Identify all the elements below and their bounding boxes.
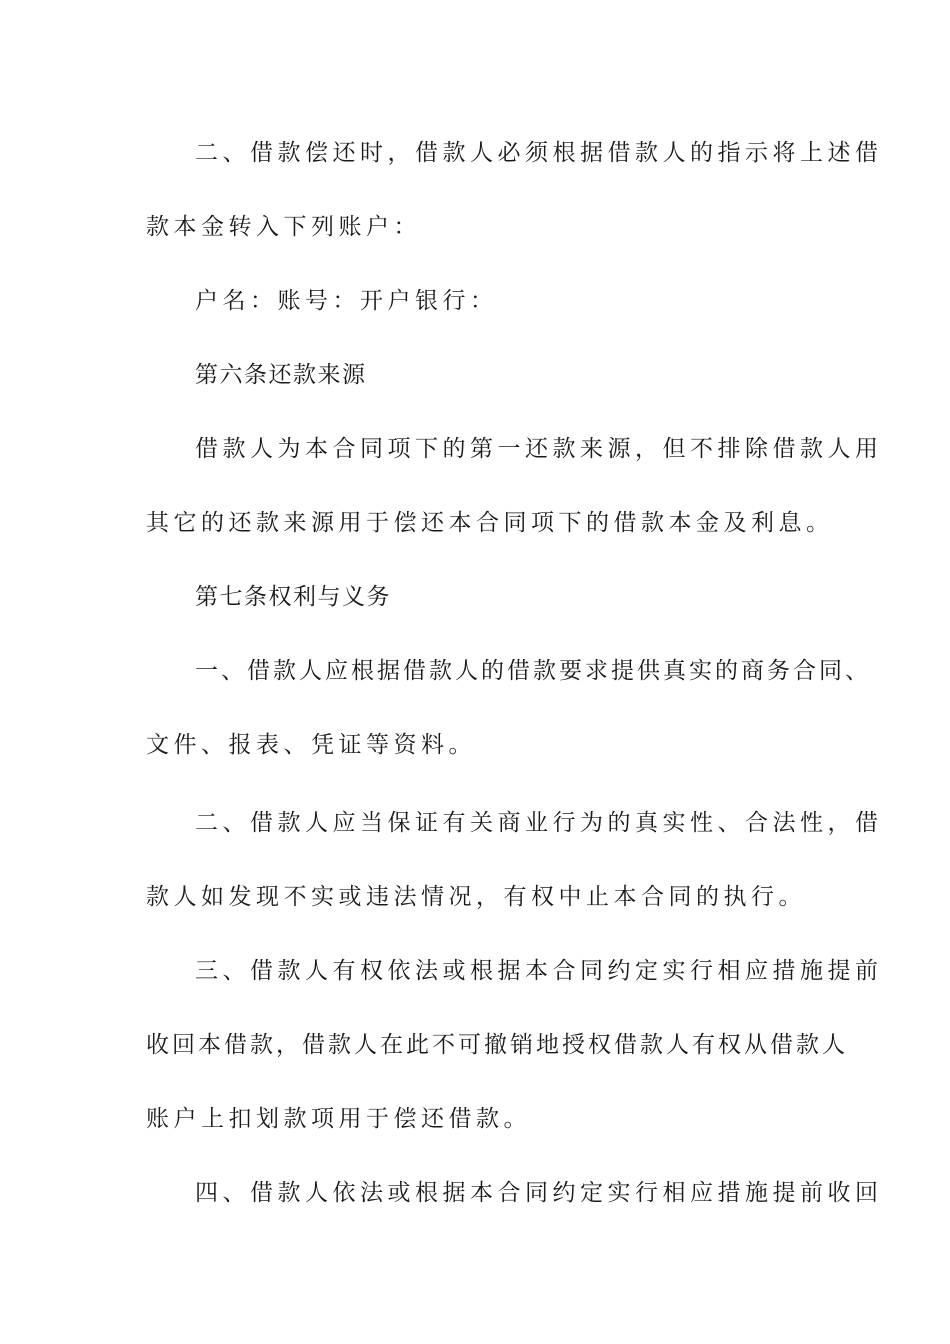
paragraph-line: 其它的还款来源用于偿还本合同项下的借款本金及利息。	[146, 510, 834, 536]
paragraph-line: 一、借款人应根据借款人的借款要求提供真实的商务合同、	[195, 658, 871, 684]
paragraph-line: 账户上扣划款项用于偿还借款。	[146, 1106, 531, 1132]
paragraph-line: 户名：账号：开户银行：	[195, 288, 498, 314]
section-heading: 第六条还款来源	[195, 362, 367, 388]
paragraph-line: 文件、报表、凭证等资料。	[146, 732, 476, 758]
paragraph-line: 二、借款人应当保证有关商业行为的真实性、合法性，借	[195, 810, 883, 836]
paragraph-line: 三、借款人有权依法或根据本合同约定实行相应措施提前	[195, 958, 883, 984]
paragraph-line: 款本金转入下列账户：	[146, 214, 421, 240]
paragraph-line: 款人如发现不实或违法情况，有权中止本合同的执行。	[146, 884, 806, 910]
paragraph-line: 收回本借款，借款人在此不可撤销地授权借款人有权从借款人	[146, 1032, 848, 1058]
section-heading: 第七条权利与义务	[195, 584, 391, 610]
paragraph-line: 四、借款人依法或根据本合同约定实行相应措施提前收回	[195, 1180, 883, 1206]
paragraph-line: 二、借款偿还时，借款人必须根据借款人的指示将上述借	[195, 140, 883, 166]
paragraph-line: 借款人为本合同项下的第一还款来源，但不排除借款人用	[195, 436, 883, 462]
